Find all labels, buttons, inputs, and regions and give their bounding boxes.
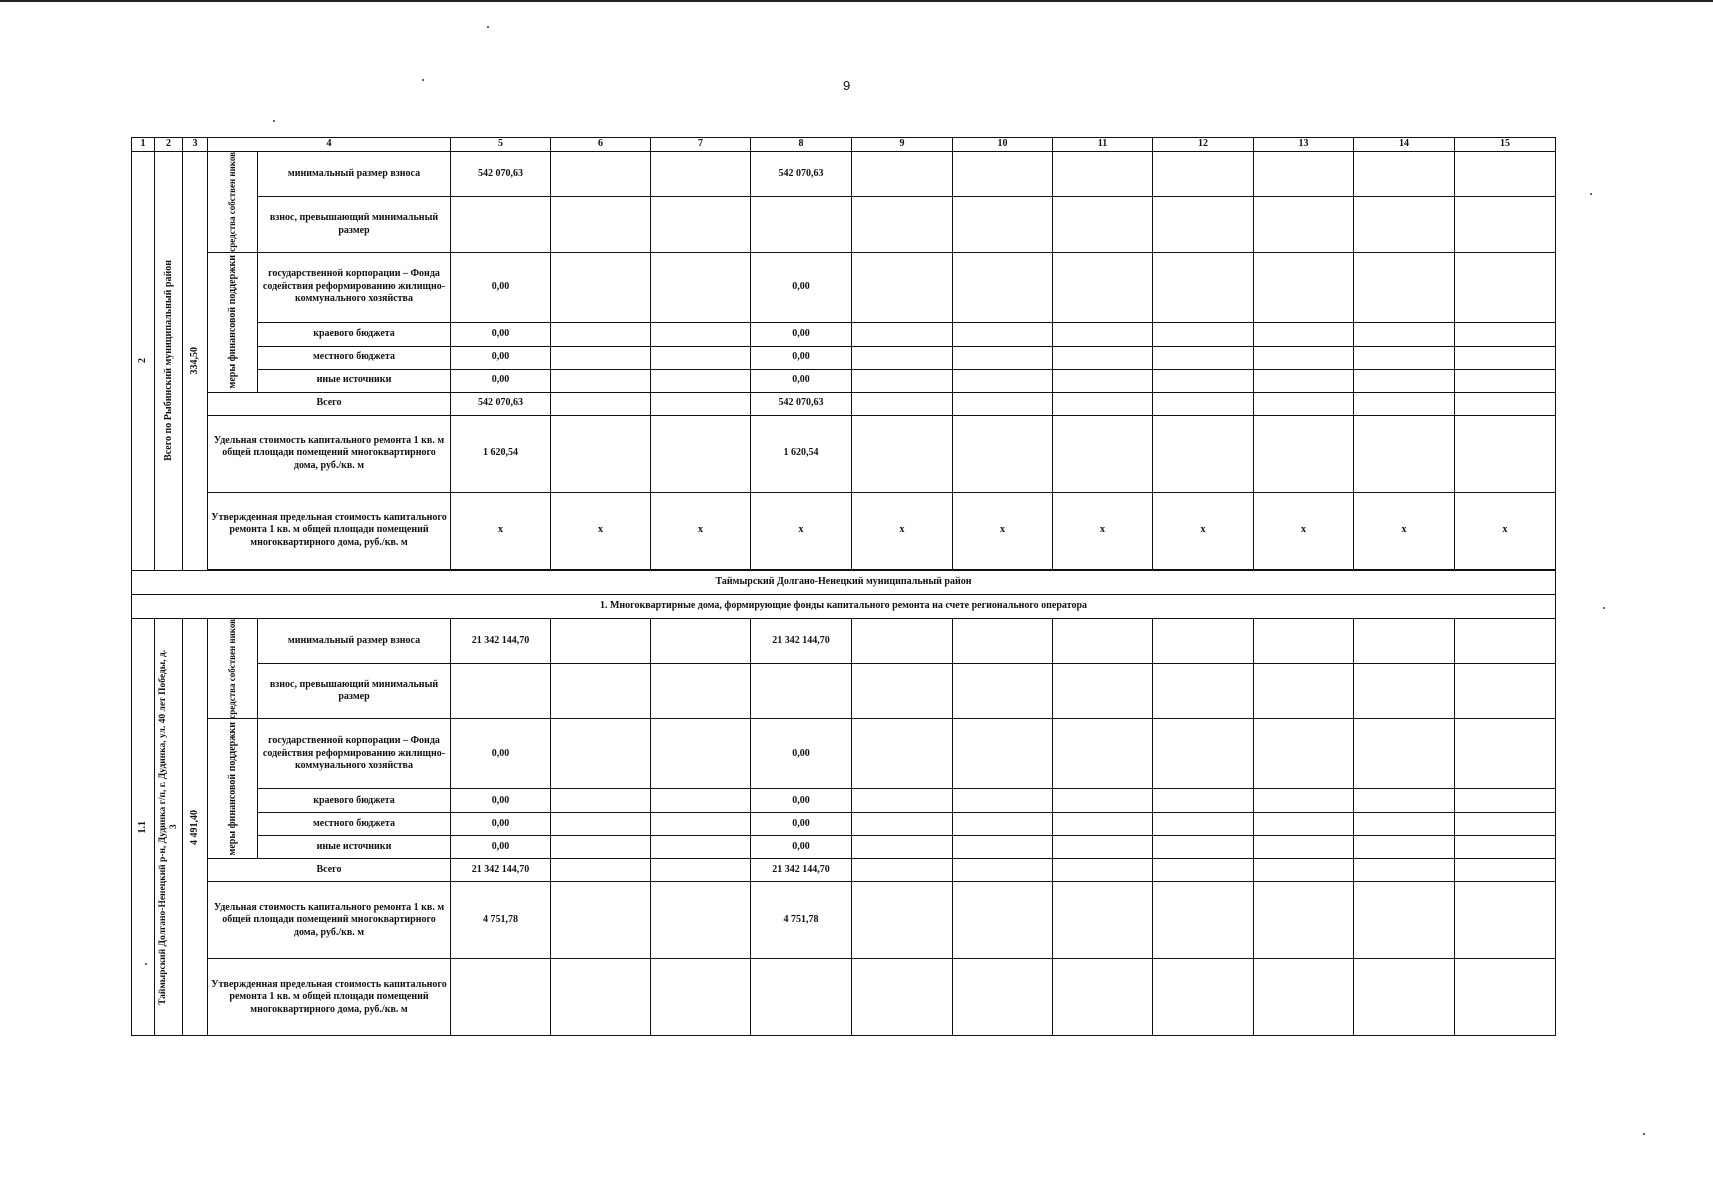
value-cell: 0,00 <box>451 813 551 836</box>
table-row <box>132 836 1556 859</box>
subsection-header: 1. Многоквартирные дома, формирующие фонды капитального ремонта на счете регионального оператора <box>132 594 1556 618</box>
value-cell: 1 620,54 <box>751 415 852 492</box>
value-cell: 0,00 <box>751 789 852 813</box>
value-cell: 0,00 <box>751 813 852 836</box>
x-mark: х <box>1053 492 1153 569</box>
district-name-cell: Всего по Рыбинский муниципальный район <box>155 152 183 571</box>
table-row <box>132 252 1556 322</box>
x-mark: х <box>1455 492 1556 569</box>
value-cell: 542 070,63 <box>751 392 852 415</box>
regional-budget-label: краевого бюджета <box>258 322 451 346</box>
capital-repair-table <box>131 137 1556 1036</box>
total-label: Всего <box>208 859 451 882</box>
value-cell: 21 342 144,70 <box>751 859 852 882</box>
col-header: 7 <box>651 138 751 152</box>
col-header: 9 <box>852 138 953 152</box>
state-corp-label: государственной корпорации – Фонда содействия реформированию жилищно-коммунального хозяйства <box>258 719 451 789</box>
value-cell: 1 620,54 <box>451 415 551 492</box>
col-header: 14 <box>1354 138 1455 152</box>
table-row <box>132 959 1556 1036</box>
scan-speck <box>422 79 424 81</box>
row-number-cell: 2 <box>132 152 155 571</box>
x-mark: х <box>751 492 852 569</box>
value-cell: 0,00 <box>451 322 551 346</box>
x-mark: х <box>1354 492 1455 569</box>
value-cell: 0,00 <box>451 719 551 789</box>
value-cell: 0,00 <box>751 719 852 789</box>
col-header: 3 <box>183 138 208 152</box>
col-header: 10 <box>953 138 1053 152</box>
page-top-border <box>0 0 1713 2</box>
col-header: 5 <box>451 138 551 152</box>
row-number-cell: 1.1 <box>132 618 155 1036</box>
area-cell: 4 491,40 <box>183 618 208 1036</box>
x-mark: х <box>551 492 651 569</box>
col-header: 11 <box>1053 138 1153 152</box>
x-mark: х <box>1254 492 1354 569</box>
scan-speck <box>1603 607 1605 609</box>
table-row <box>132 618 1556 663</box>
table-row <box>132 882 1556 959</box>
table-row <box>132 415 1556 492</box>
column-number-row <box>132 138 1556 152</box>
owners-funds-label: средства собствен ников <box>208 618 258 719</box>
owners-funds-label: средства собствен ников <box>208 152 258 253</box>
x-mark: х <box>1153 492 1254 569</box>
over-min-label: взнос, превышающий минимальный размер <box>258 197 451 252</box>
x-mark: х <box>451 492 551 569</box>
support-measures-label: меры финансовой поддержки <box>208 252 258 392</box>
table-row <box>132 346 1556 369</box>
value-cell: 0,00 <box>451 346 551 369</box>
value-cell: 0,00 <box>451 789 551 813</box>
table-row <box>132 719 1556 789</box>
local-budget-label: местного бюджета <box>258 346 451 369</box>
district-header: Таймырский Долгано-Ненецкий муниципальный район <box>132 570 1556 594</box>
local-budget-label: местного бюджета <box>258 813 451 836</box>
value-cell: 21 342 144,70 <box>451 618 551 663</box>
table-row <box>132 152 1556 197</box>
value-cell: 0,00 <box>451 252 551 322</box>
value-cell: 542 070,63 <box>751 152 852 197</box>
regional-budget-label: краевого бюджета <box>258 789 451 813</box>
value-cell: 21 342 144,70 <box>451 859 551 882</box>
subsection-header-row <box>132 594 1556 618</box>
value-cell: 0,00 <box>451 836 551 859</box>
value-cell: 542 070,63 <box>451 152 551 197</box>
other-sources-label: иные источники <box>258 836 451 859</box>
address-cell: Таймырский Долгано-Ненецкий р-н, Дудинка г/п, г. Дудинка, ул. 40 лет Победы, д. 3 <box>155 618 183 1036</box>
unit-cost-label: Удельная стоимость капитального ремонта 1 кв. м общей площади помещений многоквартирного дома, руб./кв. м <box>208 415 451 492</box>
x-mark: х <box>852 492 953 569</box>
table-row <box>132 369 1556 392</box>
col-header: 12 <box>1153 138 1254 152</box>
table-row <box>132 664 1556 719</box>
page-number: 9 <box>843 78 851 93</box>
col-header: 2 <box>155 138 183 152</box>
value-cell: 4 751,78 <box>751 882 852 959</box>
state-corp-label: государственной корпорации – Фонда содействия реформированию жилищно-коммунального хозяйства <box>258 252 451 322</box>
table-row <box>132 789 1556 813</box>
scan-speck <box>487 26 489 28</box>
district-header-row <box>132 570 1556 594</box>
table-row <box>132 197 1556 252</box>
table-row <box>132 322 1556 346</box>
x-mark: х <box>953 492 1053 569</box>
col-header: 4 <box>208 138 451 152</box>
scan-speck <box>1590 193 1592 195</box>
support-measures-label: меры финансовой поддержки <box>208 719 258 859</box>
table-row <box>132 392 1556 415</box>
over-min-label: взнос, превышающий минимальный размер <box>258 664 451 719</box>
scan-speck <box>273 120 275 122</box>
value-cell: 21 342 144,70 <box>751 618 852 663</box>
value-cell: 0,00 <box>751 836 852 859</box>
unit-cost-label: Удельная стоимость капитального ремонта 1 кв. м общей площади помещений многоквартирного дома, руб./кв. м <box>208 882 451 959</box>
value-cell: 0,00 <box>751 346 852 369</box>
table-row <box>132 859 1556 882</box>
value-cell: 0,00 <box>751 369 852 392</box>
col-header: 15 <box>1455 138 1556 152</box>
min-contribution-label: минимальный размер взноса <box>258 152 451 197</box>
approved-cost-label: Утвержденная предельная стоимость капитального ремонта 1 кв. м общей площади помещений многоквартирного дома, руб./кв. м <box>208 959 451 1036</box>
value-cell: 0,00 <box>451 369 551 392</box>
scan-speck <box>1643 1133 1645 1135</box>
col-header: 1 <box>132 138 155 152</box>
approved-cost-label: Утвержденная предельная стоимость капитального ремонта 1 кв. м общей площади помещений многоквартирного дома, руб./кв. м <box>208 492 451 569</box>
value-cell: 542 070,63 <box>451 392 551 415</box>
col-header: 6 <box>551 138 651 152</box>
value-cell: 0,00 <box>751 322 852 346</box>
value-cell: 0,00 <box>751 252 852 322</box>
other-sources-label: иные источники <box>258 369 451 392</box>
x-mark: х <box>651 492 751 569</box>
min-contribution-label: минимальный размер взноса <box>258 618 451 663</box>
table-row <box>132 492 1556 569</box>
table-row <box>132 813 1556 836</box>
total-label: Всего <box>208 392 451 415</box>
col-header: 8 <box>751 138 852 152</box>
col-header: 13 <box>1254 138 1354 152</box>
value-cell: 4 751,78 <box>451 882 551 959</box>
area-cell: 334,50 <box>183 152 208 571</box>
